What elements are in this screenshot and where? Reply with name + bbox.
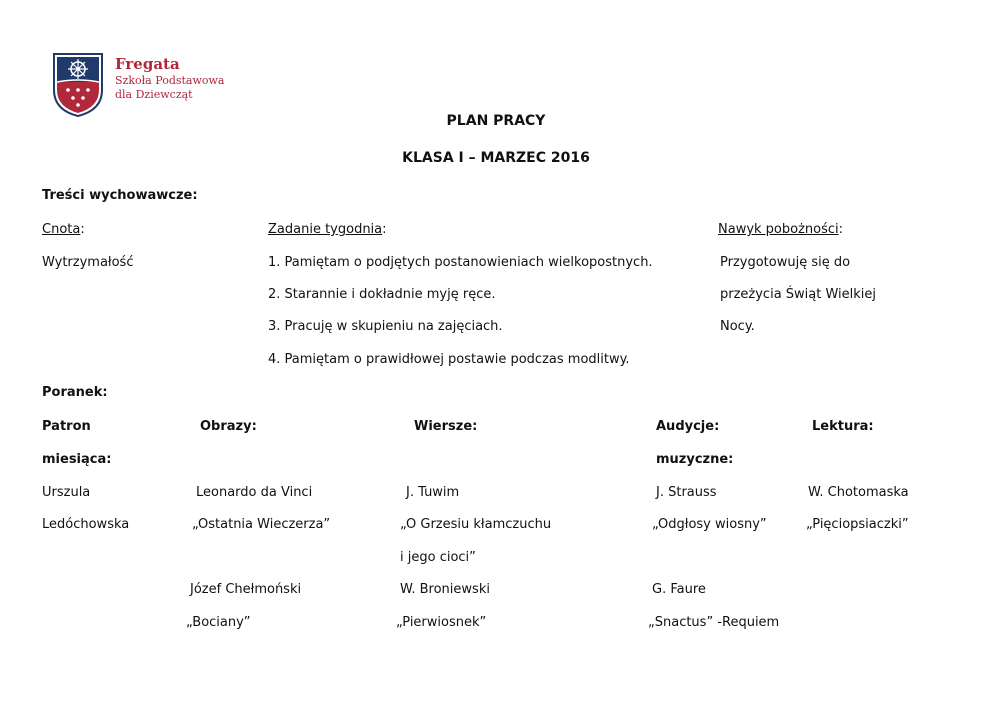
patron-line-1: Urszula [42, 485, 91, 500]
obrazy-line-2: „Ostatnia Wieczerza” [192, 517, 331, 532]
patron-line-2: Ledóchowska [42, 517, 130, 532]
section-heading-poranek: Poranek: [42, 385, 108, 400]
nawyk-line-2: przeżycia Świąt Wielkiej [720, 287, 877, 302]
wiersze-line-2: „O Grzesiu kłamczuchu [400, 517, 552, 532]
lektura-line-1: W. Chotomaska [808, 485, 909, 500]
wiersze-line-1: J. Tuwim [406, 485, 460, 500]
audycje-line-2: „Odgłosy wiosny” [652, 517, 767, 532]
zadanie-label: Zadanie tygodnia [268, 222, 383, 237]
header-audycje-1: Audycje: [656, 419, 720, 434]
nawyk-label-row [718, 222, 843, 237]
section-heading-tresci: Treści wychowawcze: [42, 188, 198, 203]
obrazy-line-3: Józef Chełmoński [190, 582, 302, 597]
page-subtitle: KLASA I – MARZEC 2016 [402, 150, 590, 166]
lektura-line-2: „Pięciopsiaczki” [806, 517, 909, 532]
cnota-label-row [42, 222, 85, 237]
nawyk-line-3: Nocy. [720, 319, 755, 334]
obrazy-line-1: Leonardo da Vinci [196, 485, 313, 500]
wiersze-line-4: W. Broniewski [400, 582, 490, 597]
nawyk-line-1: Przygotowuję się do [720, 255, 851, 270]
cnota-value: Wytrzymałość [42, 255, 134, 270]
obrazy-line-4: „Bociany” [186, 615, 251, 630]
brand-name: Fregata [115, 55, 180, 73]
zadanie-label-row [268, 222, 387, 237]
header-patron-2: miesiąca: [42, 452, 112, 467]
nawyk-label: Nawyk pobożności [718, 222, 839, 237]
brand-line-1: Szkoła Podstawowa [115, 74, 225, 87]
audycje-line-4: „Snactus” -Requiem [648, 615, 780, 630]
brand-line-2: dla Dziewcząt [115, 88, 193, 101]
wiersze-line-5: „Pierwiosnek” [396, 615, 487, 630]
cnota-label: Cnota [42, 222, 81, 237]
header-audycje-2: muzyczne: [656, 452, 734, 467]
zadanie-item-3: 3. Pracuję w skupieniu na zajęciach. [268, 319, 503, 334]
zadanie-colon: : [382, 222, 387, 237]
zadanie-item-2: 2. Starannie i dokładnie myję ręce. [268, 287, 496, 302]
cnota-colon: : [80, 222, 85, 237]
zadanie-item-4: 4. Pamiętam o prawidłowej postawie podczas modlitwy. [268, 352, 630, 367]
school-crest-logo-icon [52, 52, 104, 118]
header-lektura: Lektura: [812, 419, 874, 434]
page-title: PLAN PRACY [446, 113, 546, 129]
header-wiersze: Wiersze: [414, 419, 478, 434]
wiersze-line-3: i jego cioci” [400, 550, 476, 565]
header-patron-1: Patron [42, 419, 91, 434]
audycje-line-3: G. Faure [652, 582, 706, 597]
nawyk-colon: : [838, 222, 844, 237]
zadanie-item-1: 1. Pamiętam o podjętych postanowieniach wielkopostnych. [268, 255, 653, 270]
header-obrazy: Obrazy: [200, 419, 257, 434]
audycje-line-1: J. Strauss [656, 485, 717, 500]
